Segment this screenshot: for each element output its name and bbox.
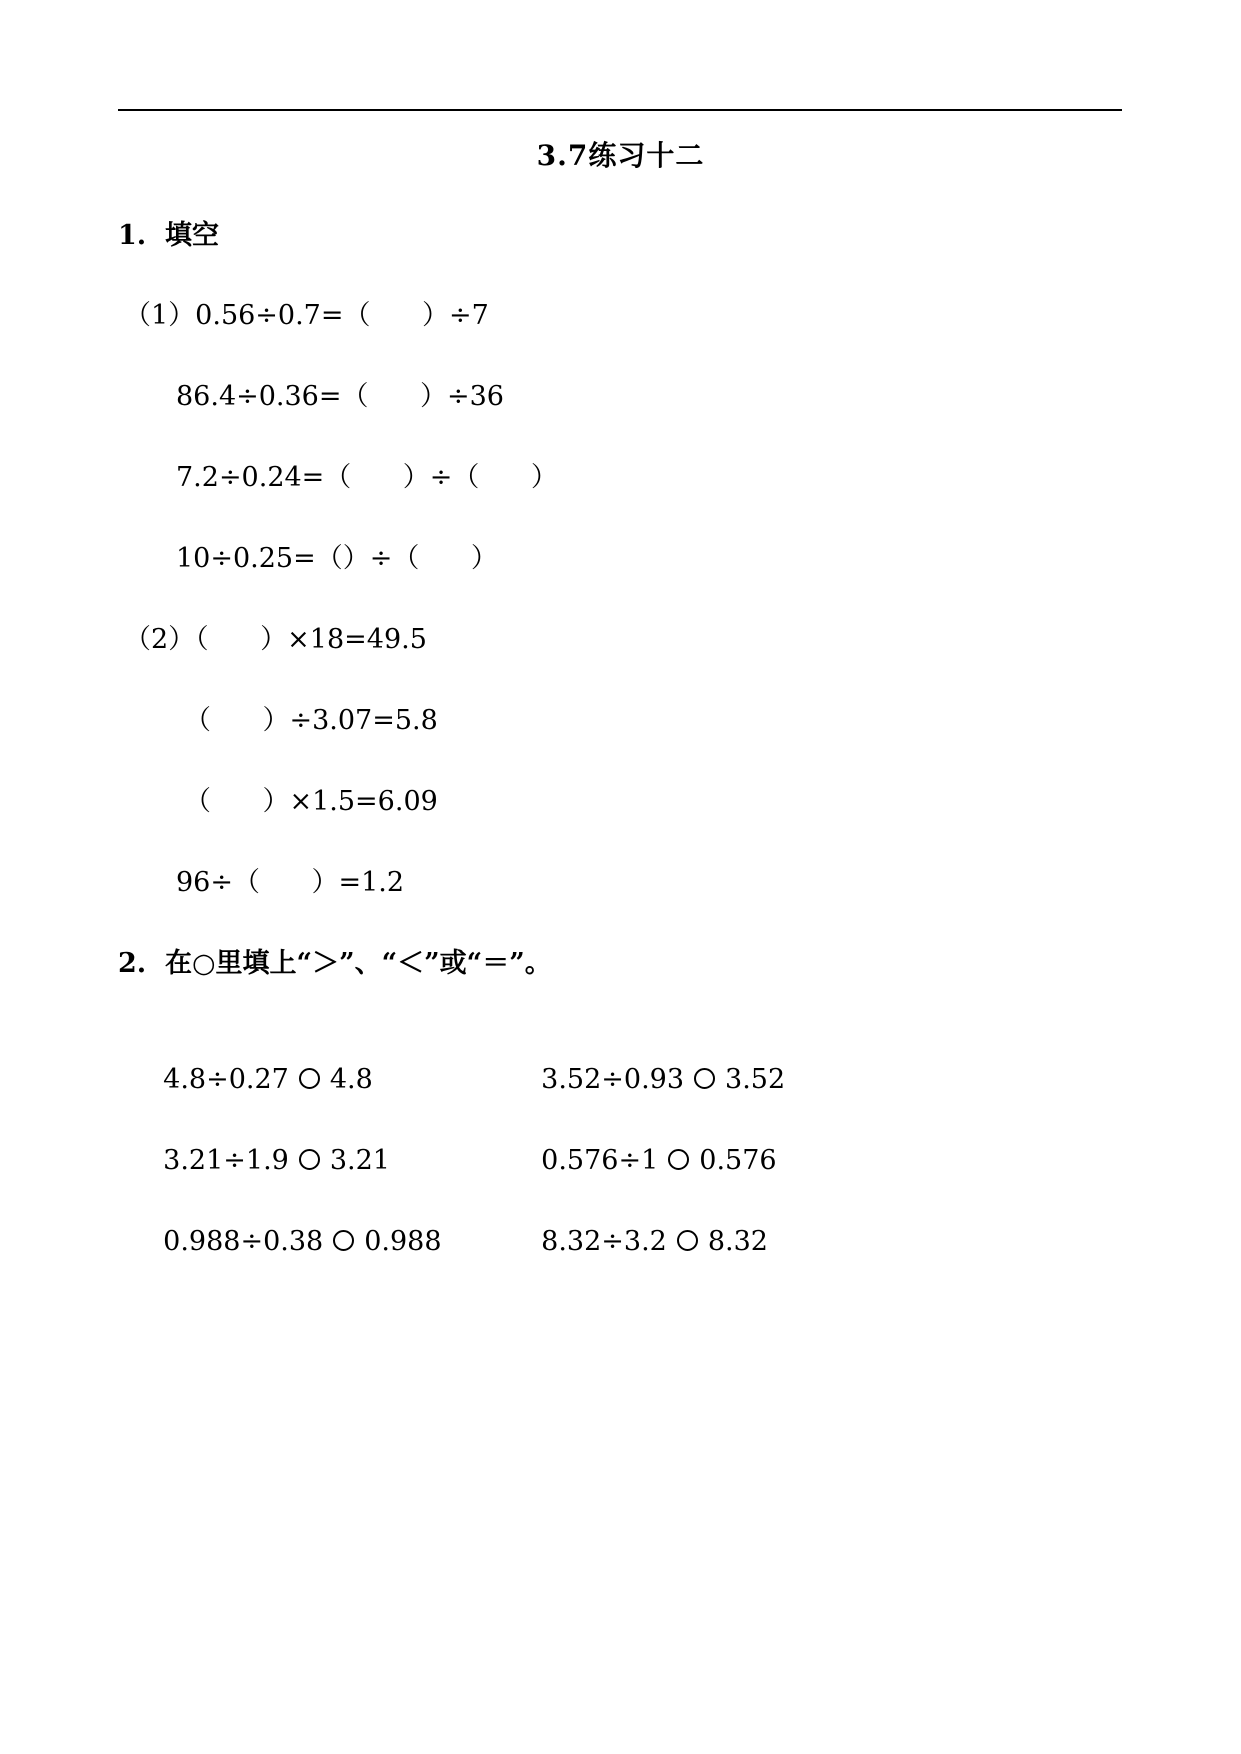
fill-blank-item: 96÷（ ）=1.2 — [176, 867, 405, 898]
page-title: 3.7练习十二 — [536, 139, 705, 172]
comparison-lhs: 0.576÷1 — [541, 1145, 659, 1176]
comparison-item — [146, 1029, 373, 1097]
fill-blank-item: （ ）×1.5=6.09 — [184, 786, 438, 817]
comparison-rhs: 3.52 — [725, 1064, 786, 1095]
comparison-item — [524, 1029, 785, 1097]
comparison-lhs: 0.988÷0.38 — [163, 1226, 324, 1257]
comparison-circle-icon — [333, 1230, 354, 1251]
section-2-heading: 2. 在○里填上“＞”、“＜”或“＝”。 — [118, 948, 552, 979]
section-1-heading: 1. 填空 — [118, 220, 219, 251]
comparison-rhs: 0.988 — [364, 1226, 442, 1257]
header-rule — [118, 109, 1122, 111]
comparison-lhs: 8.32÷3.2 — [541, 1226, 667, 1257]
comparison-circle-icon — [668, 1149, 689, 1170]
comparison-rhs: 8.32 — [707, 1226, 768, 1257]
comparison-item — [524, 1191, 768, 1259]
comparison-lhs: 3.52÷0.93 — [541, 1064, 685, 1095]
comparison-item — [146, 1110, 390, 1178]
comparison-item — [524, 1110, 777, 1178]
comparison-circle-icon — [299, 1149, 320, 1170]
fill-blank-item: （ ）÷3.07=5.8 — [184, 705, 438, 736]
fill-blank-item: 7.2÷0.24=（ ）÷（ ） — [176, 462, 558, 493]
comparison-circle-icon — [677, 1230, 698, 1251]
comparison-item — [146, 1191, 442, 1259]
comparison-circle-icon — [694, 1068, 715, 1089]
comparison-rhs: 4.8 — [329, 1064, 373, 1095]
fill-blank-item: 10÷0.25=（）÷（ ） — [176, 543, 498, 574]
comparison-circle-icon — [299, 1068, 320, 1089]
comparison-rhs: 3.21 — [329, 1145, 390, 1176]
comparison-rhs: 0.576 — [699, 1145, 777, 1176]
comparison-lhs: 3.21÷1.9 — [163, 1145, 289, 1176]
comparison-lhs: 4.8÷0.27 — [163, 1064, 289, 1095]
fill-blank-item: （2）（ ）×18=49.5 — [124, 624, 427, 655]
fill-blank-item: （1）0.56÷0.7=（ ）÷7 — [124, 300, 489, 331]
fill-blank-item: 86.4÷0.36=（ ）÷36 — [176, 381, 504, 412]
